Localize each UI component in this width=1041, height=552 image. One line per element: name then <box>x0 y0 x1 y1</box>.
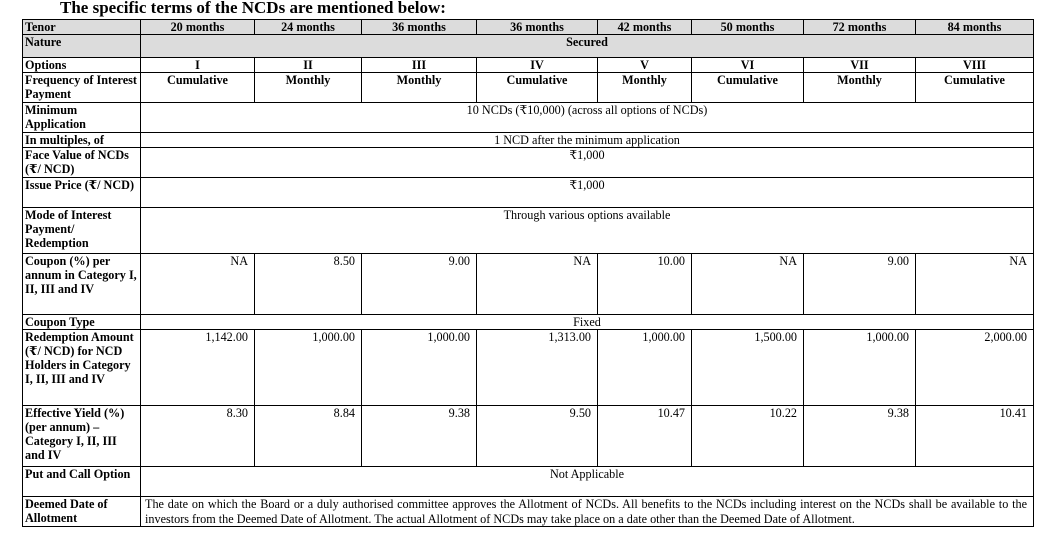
redemption-cell: 1,000.00 <box>598 330 692 406</box>
yield-cell: 8.30 <box>141 406 255 467</box>
mode-row <box>23 208 1034 254</box>
nature-label: Nature <box>23 35 141 58</box>
mode-value: Through various options available <box>141 208 1034 254</box>
page-heading: The specific terms of the NCDs are mentioned below: <box>60 0 446 17</box>
coupon-cell: NA <box>141 254 255 315</box>
frequency-cell: Monthly <box>804 73 916 103</box>
issue-price-label: Issue Price (₹/ NCD) <box>23 178 141 208</box>
coupon-type-value: Fixed <box>141 315 1034 330</box>
ncd-terms-table <box>22 19 1034 527</box>
coupon-cell: NA <box>477 254 598 315</box>
coupon-cell: 9.00 <box>804 254 916 315</box>
options-row <box>23 58 1034 73</box>
redemption-cell: 2,000.00 <box>916 330 1034 406</box>
yield-cell: 8.84 <box>255 406 362 467</box>
coupon-row <box>23 254 1034 315</box>
coupon-cell: 10.00 <box>598 254 692 315</box>
yield-cell: 9.38 <box>362 406 477 467</box>
coupon-cell: NA <box>692 254 804 315</box>
multiples-value: 1 NCD after the minimum application <box>141 133 1034 148</box>
nature-row <box>23 35 1034 58</box>
tenor-row <box>23 20 1034 35</box>
option-cell: V <box>598 58 692 73</box>
issue-price-row <box>23 178 1034 208</box>
tenor-label: Tenor <box>23 20 141 35</box>
option-cell: II <box>255 58 362 73</box>
nature-value: Secured <box>141 35 1034 58</box>
tenor-cell: 36 months <box>477 20 598 35</box>
issue-price-value: ₹1,000 <box>141 178 1034 208</box>
yield-cell: 9.38 <box>804 406 916 467</box>
tenor-cell: 42 months <box>598 20 692 35</box>
coupon-label: Coupon (%) per annum in Category I, II, III and IV <box>23 254 141 315</box>
tenor-cell: 84 months <box>916 20 1034 35</box>
frequency-cell: Cumulative <box>692 73 804 103</box>
min-application-label: Minimum Application <box>23 103 141 133</box>
option-cell: VII <box>804 58 916 73</box>
deemed-date-label: Deemed Date of Allotment <box>23 497 141 527</box>
deemed-date-row <box>23 497 1034 527</box>
frequency-cell: Monthly <box>255 73 362 103</box>
frequency-cell: Cumulative <box>916 73 1034 103</box>
tenor-cell: 20 months <box>141 20 255 35</box>
frequency-label: Frequency of Interest Payment <box>23 73 141 103</box>
coupon-type-row <box>23 315 1034 330</box>
redemption-cell: 1,500.00 <box>692 330 804 406</box>
min-application-row <box>23 103 1034 133</box>
option-cell: IV <box>477 58 598 73</box>
tenor-cell: 50 months <box>692 20 804 35</box>
redemption-cell: 1,000.00 <box>255 330 362 406</box>
deemed-date-value: The date on which the Board or a duly authorised committee approves the Allotment of NCDs. All benefits to the NCDs including interest on the NCDs shall be available to the investors from the Deemed Date of Allotment. The actual Allotment of NCDs may take place on a date other than the Deemed Date of Allotment. <box>141 497 1034 527</box>
frequency-cell: Monthly <box>598 73 692 103</box>
redemption-cell: 1,313.00 <box>477 330 598 406</box>
tenor-cell: 24 months <box>255 20 362 35</box>
yield-row <box>23 406 1034 467</box>
coupon-cell: NA <box>916 254 1034 315</box>
yield-cell: 10.22 <box>692 406 804 467</box>
yield-cell: 10.41 <box>916 406 1034 467</box>
tenor-cell: 36 months <box>362 20 477 35</box>
frequency-cell: Monthly <box>362 73 477 103</box>
coupon-cell: 8.50 <box>255 254 362 315</box>
option-cell: VI <box>692 58 804 73</box>
redemption-cell: 1,000.00 <box>362 330 477 406</box>
redemption-cell: 1,000.00 <box>804 330 916 406</box>
coupon-cell: 9.00 <box>362 254 477 315</box>
yield-cell: 10.47 <box>598 406 692 467</box>
tenor-cell: 72 months <box>804 20 916 35</box>
redemption-label: Redemption Amount (₹/ NCD) for NCD Holders in Category I, II, III and IV <box>23 330 141 406</box>
face-value-row <box>23 148 1034 178</box>
multiples-label: In multiples, of <box>23 133 141 148</box>
yield-label: Effective Yield (%) (per annum) – Category I, II, III and IV <box>23 406 141 467</box>
redemption-cell: 1,142.00 <box>141 330 255 406</box>
coupon-type-label: Coupon Type <box>23 315 141 330</box>
put-call-row <box>23 467 1034 497</box>
frequency-row <box>23 73 1034 103</box>
face-value-label: Face Value of NCDs (₹/ NCD) <box>23 148 141 178</box>
min-application-value: 10 NCDs (₹10,000) (across all options of NCDs) <box>141 103 1034 133</box>
frequency-cell: Cumulative <box>477 73 598 103</box>
redemption-row <box>23 330 1034 406</box>
frequency-cell: Cumulative <box>141 73 255 103</box>
option-cell: III <box>362 58 477 73</box>
multiples-row <box>23 133 1034 148</box>
option-cell: I <box>141 58 255 73</box>
yield-cell: 9.50 <box>477 406 598 467</box>
put-call-label: Put and Call Option <box>23 467 141 497</box>
option-cell: VIII <box>916 58 1034 73</box>
face-value-value: ₹1,000 <box>141 148 1034 178</box>
options-label: Options <box>23 58 141 73</box>
mode-label: Mode of Interest Payment/ Redemption <box>23 208 141 254</box>
put-call-value: Not Applicable <box>141 467 1034 497</box>
